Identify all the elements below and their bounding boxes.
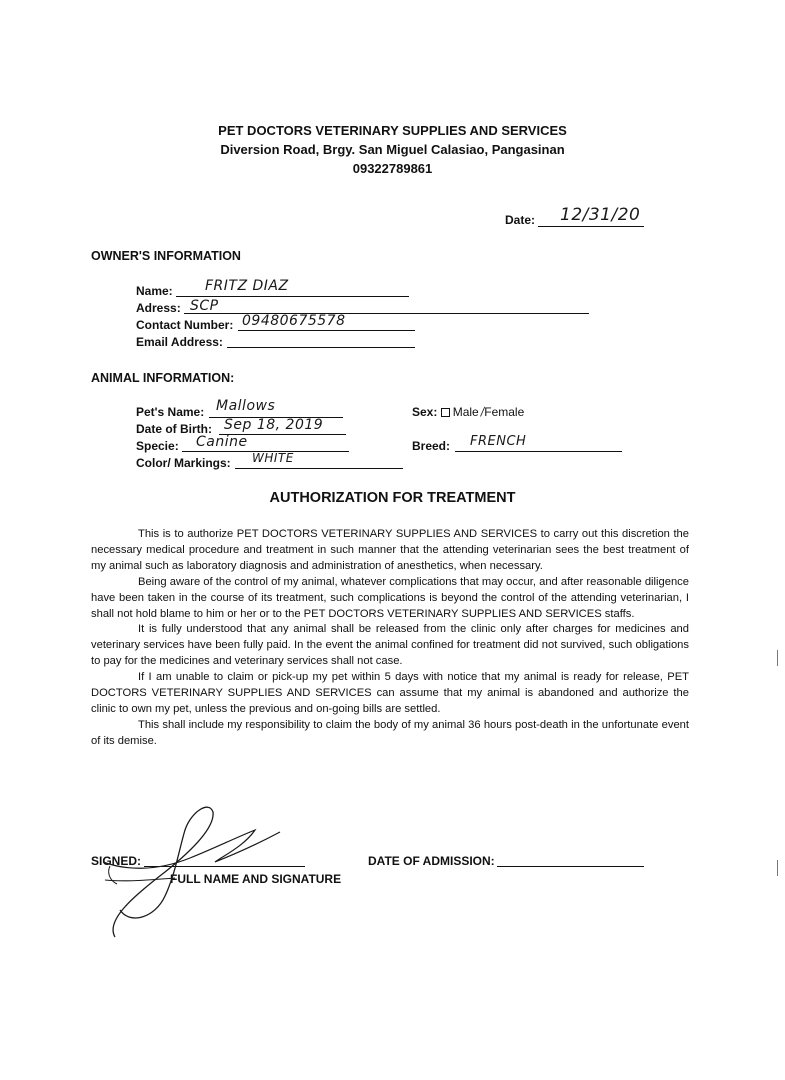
color-value: WHITE xyxy=(252,451,294,465)
owner-address-label: Adress: xyxy=(136,301,181,315)
authorization-body xyxy=(91,527,689,750)
female-option-label: Female xyxy=(484,405,525,419)
date-value: 12/31/20 xyxy=(560,205,641,225)
color-label: Color/ Markings: xyxy=(136,456,231,470)
paragraph-5: This shall include my responsibility to claim the body of my animal 36 hours post-death in the unfortunate event of its demise. xyxy=(91,718,689,747)
owner-name-line xyxy=(176,296,409,297)
owner-name-value: FRITZ DIAZ xyxy=(205,278,289,294)
date-line xyxy=(538,226,644,227)
company-name: PET DOCTORS VETERINARY SUPPLIES AND SERVICES xyxy=(218,123,567,138)
date-label: Date: xyxy=(505,213,536,227)
owner-email-line xyxy=(227,347,415,348)
paragraph-1: This is to authorize PET DOCTORS VETERINARY SUPPLIES AND SERVICES to carry out this discretion the necessary medical procedure and treatment in such manner that the attending veterinarian sees the best treatment of my animal such as laboratory diagnosis and administration of anesthetics, when necessary. xyxy=(91,528,689,572)
signed-label: SIGNED: xyxy=(91,854,142,868)
color-line xyxy=(235,468,403,469)
animal-heading: ANIMAL INFORMATION: xyxy=(91,371,235,385)
breed-value: FRENCH xyxy=(470,434,527,449)
sex-field xyxy=(412,404,524,419)
paragraph-2: Being aware of the control of my animal, whatever complications that may occur, and after reasonable diligence have been taken in the course of its treatment, such complications is beyond the control of the attending veterinarian, I shall not hold blame to him or her or to the PET DOCTORS VETERINARY SUPPLIES AND SERVICES staffs. xyxy=(91,575,689,620)
company-address: Diversion Road, Brgy. San Miguel Calasiao, Pangasinan xyxy=(220,142,565,157)
paragraph-3: It is fully understood that any animal shall be released from the clinic only after charges for medicines and veterinary services have been fully paid. In the event the animal confined for treatment did not survived, such obligations to pay for the medicines and veterinary services shall not case. xyxy=(91,623,689,668)
female-checkmark: ⁄ xyxy=(481,403,486,420)
sex-label: Sex: xyxy=(412,405,438,419)
paragraph-4: If I am unable to claim or pick-up my pet within 5 days with notice that my animal is ready for release, PET DOCTORS VETERINARY SUPPLIES AND SERVICES can assume that my animal is abandoned and authorize the clinic to own my pet, unless the previous and on-going bills are settled. xyxy=(91,671,689,715)
male-option-label: Male xyxy=(452,405,479,419)
breed-label: Breed: xyxy=(412,439,451,453)
pet-name-value: Mallows xyxy=(216,398,276,414)
owner-email-label: Email Address: xyxy=(136,335,223,349)
signature-caption: FULL NAME AND SIGNATURE xyxy=(170,872,342,886)
owner-address-value: SCP xyxy=(190,298,219,314)
date-of-admission-line xyxy=(497,866,644,867)
scan-edge-mark xyxy=(777,860,778,876)
specie-label: Specie: xyxy=(136,439,179,453)
breed-line xyxy=(455,451,622,452)
male-checkbox[interactable] xyxy=(441,408,450,417)
company-phone: 09322789861 xyxy=(352,161,433,176)
dob-label: Date of Birth: xyxy=(136,422,212,436)
dob-value: Sep 18, 2019 xyxy=(224,417,324,433)
owner-contact-label: Contact Number: xyxy=(136,318,234,332)
owner-heading: OWNER'S INFORMATION xyxy=(91,249,241,263)
owner-contact-line xyxy=(238,330,415,331)
owner-name-label: Name: xyxy=(136,284,173,298)
owner-contact-value: 09480675578 xyxy=(242,313,346,329)
date-of-admission-label: DATE OF ADMISSION: xyxy=(368,854,495,868)
scan-edge-mark xyxy=(777,650,778,666)
specie-value: Canine xyxy=(196,434,248,450)
pet-name-label: Pet's Name: xyxy=(136,405,205,419)
signature-scribble xyxy=(95,800,315,945)
authorization-title: AUTHORIZATION FOR TREATMENT xyxy=(269,490,516,506)
